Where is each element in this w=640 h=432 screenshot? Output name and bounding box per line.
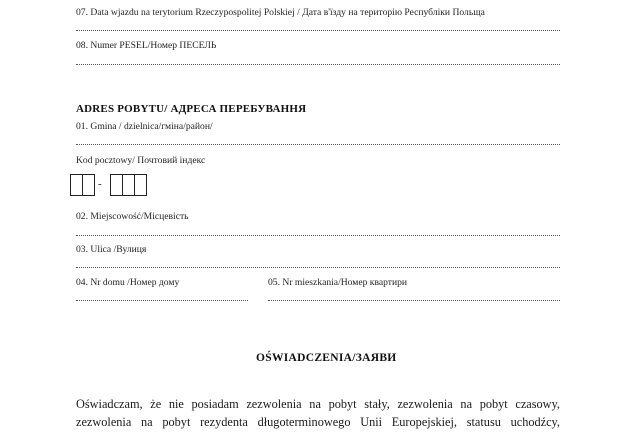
declaration-line-2: zezwolenia na pobyt rezydenta długoterminowego Unii Europejskiej, statusu uchodźcy, — [76, 415, 560, 429]
entry-date-field[interactable] — [76, 30, 560, 31]
pesel-field[interactable] — [76, 64, 560, 65]
postal-digit-box-5[interactable] — [134, 174, 147, 196]
postal-dash: - — [98, 178, 102, 190]
pesel-label: 08. Numer PESEL/Номер ПЕСЕЛЬ — [76, 40, 217, 51]
street-label: 03. Ulica /Вулиця — [76, 244, 147, 255]
house-number-label: 04. Nr domu /Номер дому — [76, 277, 180, 288]
locality-label: 02. Miejscowość/Місцевість — [76, 211, 189, 222]
declaration-line-1: Oświadczam, że nie posiadam zezwolenia na pobyt stały, zezwolenia na pobyt czasowy, — [76, 397, 560, 411]
entry-date-label: 07. Data wjazdu na terytorium Rzeczypospolitej Polskiej / Дата в'їзду на територію Республіки Польща — [76, 7, 485, 18]
apartment-number-label: 05. Nr mieszkania/Номер квартири — [268, 277, 408, 288]
house-number-field[interactable] — [76, 300, 248, 301]
street-field[interactable] — [76, 267, 560, 268]
gmina-field[interactable] — [76, 144, 560, 145]
locality-field[interactable] — [76, 235, 560, 236]
gmina-label: 01. Gmina / dzielnica/гміна/район/ — [76, 121, 213, 132]
apartment-number-field[interactable] — [268, 300, 560, 301]
postal-digit-box-2[interactable] — [82, 174, 95, 196]
postal-code-label: Kod pocztowy/ Почтовий індекс — [76, 155, 206, 166]
address-heading: ADRES POBYTU/ АДРЕСА ПЕРЕБУВАННЯ — [76, 103, 307, 115]
declarations-title: OŚWIADCZENIA/ЗАЯВИ — [256, 352, 397, 364]
